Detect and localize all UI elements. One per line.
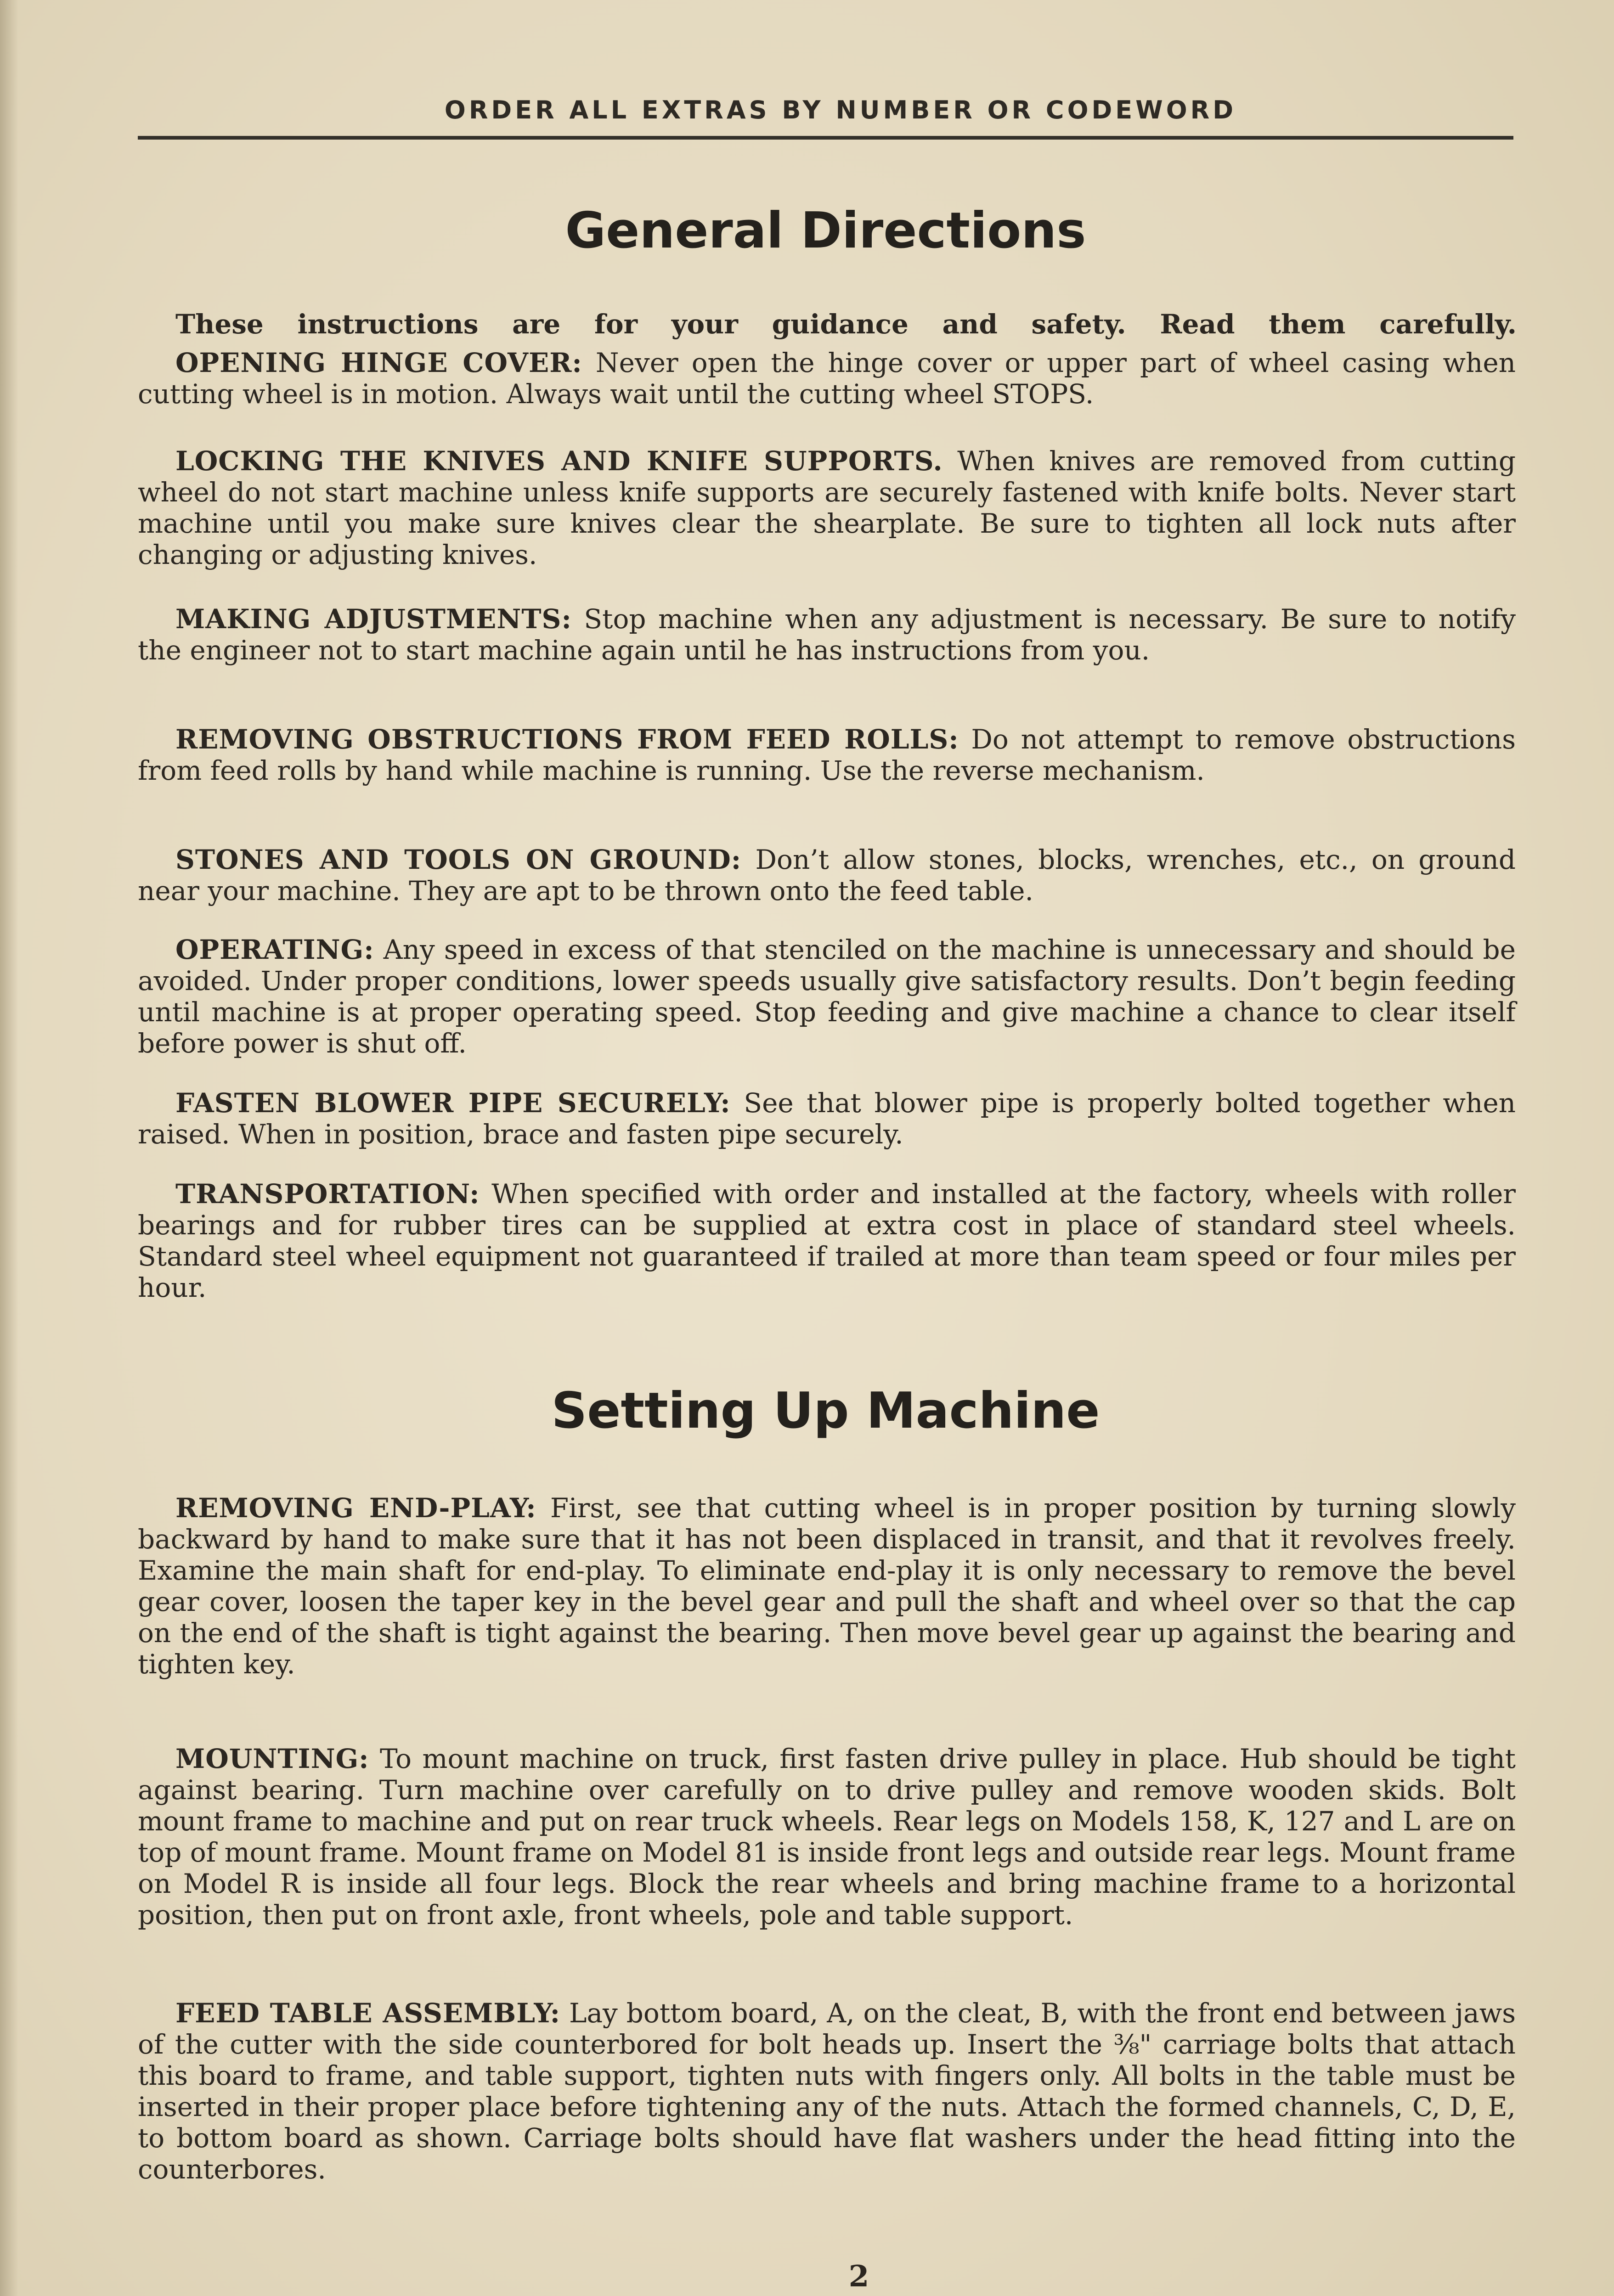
paragraph-opening-hinge-cover (138, 347, 1516, 410)
paragraph-lead: REMOVING OBSTRUCTIONS FROM FEED ROLLS: (175, 724, 959, 755)
paragraph-lead: LOCKING THE KNIVES AND KNIFE SUPPORTS. (175, 445, 943, 477)
paragraph-lead: REMOVING END-PLAY: (175, 1492, 536, 1524)
paragraph-lead: STONES AND TOOLS ON GROUND: (175, 844, 742, 875)
header-rule (138, 136, 1513, 140)
paragraph-making-adjustments (138, 603, 1516, 666)
paragraph-feed-table-assembly (138, 1998, 1516, 2185)
paragraph-fasten-blower-pipe (138, 1087, 1516, 1150)
paragraph-removing-end-play (138, 1492, 1516, 1680)
page-number: 2 (848, 2259, 869, 2294)
paragraph-lead: FASTEN BLOWER PIPE SECURELY: (175, 1087, 731, 1119)
paragraph-lead: MOUNTING: (175, 1743, 369, 1774)
paragraph-body: Lay bottom board, A, on the cleat, B, with the front end between jaws of the cutter with the side counterbored for bolt heads up. Insert the ⅜" carriage bolts that attach this board to frame, and table support, tighten nuts with fingers only. All bolts in the table must be inserted in their proper place before tightening any of the nuts. Attach the formed channels, C, D, E, to bottom board as shown. Carriage bolts should have flat washers under the head fitting into the counterbores. (138, 1998, 1516, 2185)
paragraph-stones-and-tools (138, 844, 1516, 906)
paragraph-lead: TRANSPORTATION: (175, 1178, 480, 1210)
paragraph-body: To mount machine on truck, first fasten drive pulley in place. Hub should be tight against bearing. Turn machine over carefully on to drive pulley and remove wooden skids. Bolt mount frame to machine and put on rear truck wheels. Rear legs on Models 158, K, 127 and L are on top of mount frame. Mount frame on Model 81 is inside front legs and outside rear legs. Mount frame on Model R is inside all four legs. Block the rear wheels and bring machine frame to a horizontal position, then put on front axle, front wheels, pole and table support. (138, 1743, 1516, 1930)
paragraph-body: Any speed in excess of that stenciled on the machine is unnecessary and should be avoided. Under proper conditions, lower speeds usually give satisfactory results. Don’t begin feeding until machine is at proper operating speed. Stop feeding and give machine a chance to clear itself before power is shut off. (138, 934, 1516, 1059)
paragraph-lead: OPENING HINGE COVER: (175, 347, 582, 378)
paragraph-lead: MAKING ADJUSTMENTS: (175, 603, 572, 635)
paragraph-transportation (138, 1178, 1516, 1303)
paragraph-mounting (138, 1743, 1516, 1930)
paragraph-locking-knives (138, 445, 1516, 570)
paragraph-body: Never open the hinge cover or upper part of wheel casing when cutting wheel is in motion. Always wait until the cutting wheel STOPS. (138, 347, 1516, 410)
intro-text: These instructions are for your guidance and safety. Read them carefully. (175, 309, 1517, 340)
paragraph-operating (138, 934, 1516, 1059)
paragraph-body: When specified with order and installed at the factory, wheels with roller bearings and for rubber tires can be supplied at extra cost in place of standard steel wheels. Standard steel wheel equipment not guaranteed if trailed at more than team speed or four miles per hour. (138, 1178, 1516, 1303)
paragraph-body: First, see that cutting wheel is in proper position by turning slowly backward by hand to make sure that it has not been displaced in transit, and that it revolves freely. Examine the main shaft for end-play. To eliminate end-play it is only necessary to remove the bevel gear cover, loosen the taper key in the bevel gear and pull the shaft and wheel over so that the cap on the end of the shaft is tight against the bearing. Then move bevel gear up against the bearing and tighten key. (138, 1492, 1516, 1680)
page-edge-shadow (0, 0, 18, 2296)
section-title-setting-up-machine: Setting Up Machine (551, 1382, 1100, 1440)
paragraph-body: Stop machine when any adjustment is necessary. Be sure to notify the engineer not to start machine again until he has instructions from you. (138, 603, 1516, 666)
paragraph-lead: OPERATING: (175, 934, 374, 965)
paragraph-body: Do not attempt to remove obstructions from feed rolls by hand while machine is running. Use the reverse mechanism. (138, 724, 1516, 786)
paragraph-body: See that blower pipe is properly bolted together when raised. When in position, brace and fasten pipe securely. (138, 1087, 1516, 1150)
paragraph-body: When knives are removed from cutting wheel do not start machine unless knife supports are securely fastened with knife bolts. Never start machine until you make sure knives clear the shearplate. Be sure to tighten all lock nuts after changing or adjusting knives. (138, 445, 1516, 570)
section-title-general-directions: General Directions (565, 202, 1086, 259)
paragraph-lead: FEED TABLE ASSEMBLY: (175, 1998, 560, 2029)
paragraph-body: Don’t allow stones, blocks, wrenches, etc., on ground near your machine. They are apt to be thrown onto the feed table. (138, 844, 1516, 906)
paragraph-removing-obstructions (138, 724, 1516, 786)
running-head: ORDER ALL EXTRAS BY NUMBER OR CODEWORD (444, 96, 1237, 124)
